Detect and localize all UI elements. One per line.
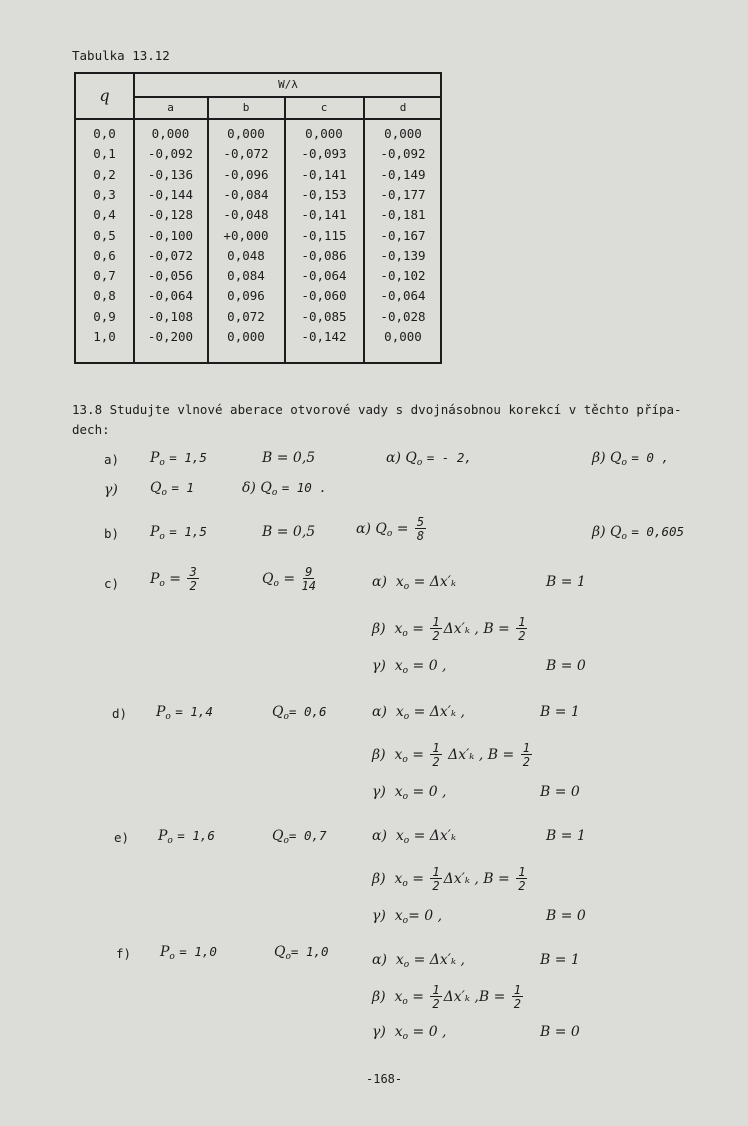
part-f-beta-b-den: 2 xyxy=(513,997,522,1011)
part-e-beta-fraction xyxy=(430,866,441,892)
part-a-delta: δ) $Q_o = 10$ . xyxy=(242,480,327,498)
part-f-alpha-x: = Δx′ₖ , xyxy=(413,952,465,968)
part-d-alpha-x: = Δx′ₖ , xyxy=(413,704,465,720)
table-cell-b: 0,000 xyxy=(227,329,265,344)
part-b-alpha-den: 8 xyxy=(416,529,425,543)
table-cell-b: 0,000 xyxy=(227,126,265,141)
table-cell-a: -0,092 xyxy=(147,146,194,162)
part-f-q0: $Q_o= 1,0$ xyxy=(274,944,329,962)
part-a-gamma-value: = 1 xyxy=(171,480,194,495)
part-a-alpha: α) $Q_o$ = - 2, xyxy=(386,450,472,468)
group-header: W/λ xyxy=(278,78,298,91)
part-b-alpha-fraction xyxy=(415,516,426,542)
part-a-p0: $P_o = 1,5$ xyxy=(150,450,207,468)
table-cell-a: 0,000 xyxy=(151,126,190,141)
part-e-gamma: γ) $x_o= 0$ , xyxy=(372,908,443,926)
q-value-cell: 0,0 xyxy=(93,126,116,141)
part-f-beta-b: ,B = xyxy=(474,989,506,1005)
part-c-beta-label: β) xyxy=(372,621,386,637)
part-b-label: b) xyxy=(104,526,120,541)
part-f-q0-value: = 1,0 xyxy=(290,944,329,959)
part-a-beta: β) $Q_o = 0$ , xyxy=(592,450,670,468)
part-c-alpha-b: B = 1 xyxy=(546,574,586,590)
part-e-alpha-b: B = 1 xyxy=(546,828,586,844)
part-c-beta-fraction xyxy=(430,616,441,642)
table-cell-c: -0,093 xyxy=(301,146,347,162)
part-b-p0: $P_o = 1,5$ xyxy=(150,524,207,542)
part-b-alpha: α) $Q_o$ = $\frac{5}{8}$ xyxy=(356,515,425,543)
part-a-label: a) xyxy=(104,452,120,467)
table-cell-a: -0,108 xyxy=(147,308,194,324)
part-f-gamma-label: γ) xyxy=(372,1024,386,1040)
part-d-beta-b-num: 1 xyxy=(522,741,530,755)
part-d-beta-num: 1 xyxy=(432,741,440,755)
table-cell-b: -0,048 xyxy=(223,207,269,223)
part-e-beta: β) $x_o$ = $\frac{1}{2}$ Δx′ₖ , B = $\frac{1}{2}$ xyxy=(372,865,526,893)
part-e-alpha-x: = Δx′ₖ xyxy=(413,828,457,844)
table-cell-a: -0,144 xyxy=(147,186,194,202)
part-c-beta-b-fraction xyxy=(516,616,527,642)
part-d-alpha-b: B = 1 xyxy=(540,704,580,720)
part-e-label: e) xyxy=(114,830,130,845)
part-c-gamma-b: B = 0 xyxy=(546,658,586,674)
part-e-beta-b-den: 2 xyxy=(518,879,526,893)
table-cell-d: -0,167 xyxy=(380,227,426,243)
part-f-beta-label: β) xyxy=(372,989,386,1005)
part-d-gamma: γ) $x_o = 0$ , xyxy=(372,784,447,802)
part-e-q0: $Q_o= 0,7$ xyxy=(272,828,327,846)
part-f-beta-fraction xyxy=(430,984,441,1010)
part-e-beta-den: 2 xyxy=(432,879,440,893)
part-d-beta-den: 2 xyxy=(432,755,440,769)
header-bottom-rule xyxy=(76,118,440,120)
table-cell-b: -0,096 xyxy=(223,166,269,182)
table-cell-a: -0,064 xyxy=(147,288,194,304)
part-e-alpha-label: α) xyxy=(372,828,387,844)
table-cell-d: 0,000 xyxy=(384,126,422,141)
part-f-p0-value: = 1,0 xyxy=(179,944,217,959)
part-d-beta: β) $x_o$ = $\frac{1}{2}$ Δx′ₖ , B = $\frac{1}{2}$ xyxy=(372,741,530,769)
part-f-alpha-label: α) xyxy=(372,952,387,968)
column-header-a: a xyxy=(167,101,174,114)
table-cell-c: -0,141 xyxy=(301,207,347,223)
part-f-beta: β) $x_o$ = $\frac{1}{2}$ Δx′ₖ ,B = $\frac{1}{2}$ xyxy=(372,983,522,1011)
part-d-q0: $Q_o= 0,6$ xyxy=(272,704,327,722)
part-c-beta-b-num: 1 xyxy=(518,615,526,629)
table-cell-c: -0,060 xyxy=(301,288,347,304)
part-f-beta-b-fraction xyxy=(512,984,523,1010)
part-c-beta-x: Δx′ₖ , xyxy=(443,621,479,637)
part-e-p0: $P_o = 1,6$ xyxy=(158,828,215,846)
part-a-b: B = 0,5 xyxy=(262,450,316,466)
part-f-label: f) xyxy=(116,946,132,961)
part-c-beta-num: 1 xyxy=(432,615,440,629)
q-value-cell: 0,8 xyxy=(93,288,116,304)
part-a-p0-value: = 1,5 xyxy=(169,450,207,465)
table-cell-d: -0,177 xyxy=(380,186,426,202)
table-cell-a: -0,136 xyxy=(147,166,194,182)
part-d-beta-fraction xyxy=(430,742,441,768)
table-cell-a: -0,128 xyxy=(147,207,194,223)
q-value-cell: 0,3 xyxy=(93,186,116,202)
q-value-cell: 0,7 xyxy=(93,268,116,284)
part-d-gamma-x: = 0 , xyxy=(412,784,447,800)
part-f-alpha: α) $x_o = \Delta x'_k$ , xyxy=(372,952,465,970)
part-c-gamma: γ) $x_o = 0$ , xyxy=(372,658,447,676)
part-b-beta-value: = 0,605 xyxy=(631,524,685,539)
part-f-gamma-x: = 0 , xyxy=(412,1024,447,1040)
q-value-cell: 0,5 xyxy=(93,227,116,243)
exercise-text-line-2: dech: xyxy=(72,422,110,437)
part-e-beta-b: , B = xyxy=(474,871,510,887)
table-cell-c: -0,115 xyxy=(301,227,347,243)
column-header-c: c xyxy=(320,101,328,114)
part-d-p0: $P_o = 1,4$ xyxy=(156,704,213,722)
part-b-beta-label: β) xyxy=(592,524,606,540)
part-c-q0: $Q_o$ = $\frac{9}{14}$ xyxy=(262,565,316,593)
table-cell-d: -0,181 xyxy=(380,207,426,223)
table-cell-d: -0,092 xyxy=(380,146,426,162)
table-cell-d: -0,102 xyxy=(380,268,426,284)
column-header-b: b xyxy=(242,101,250,114)
q-value-cell: 0,6 xyxy=(93,247,116,263)
part-a-delta-value: = 10 . xyxy=(281,480,327,495)
table-caption: Tabulka 13.12 xyxy=(72,48,170,63)
header-divider xyxy=(134,96,440,98)
part-f-alpha-b: B = 1 xyxy=(540,952,580,968)
part-d-p0-value: = 1,4 xyxy=(175,704,213,719)
table-cell-a: -0,100 xyxy=(147,227,194,243)
part-a-beta-value: = 0 , xyxy=(631,450,670,465)
part-e-beta-b-fraction xyxy=(516,866,527,892)
table-cell-d: -0,139 xyxy=(380,247,426,263)
part-f-gamma: γ) $x_o = 0$ , xyxy=(372,1024,447,1042)
table-cell-b: -0,072 xyxy=(223,146,269,162)
table-cell-a: -0,200 xyxy=(147,329,194,344)
table-cell-c: -0,064 xyxy=(301,268,347,284)
part-d-beta-b-den: 2 xyxy=(522,755,530,769)
part-a-alpha-value: = - 2, xyxy=(426,450,472,465)
part-f-gamma-b: B = 0 xyxy=(540,1024,580,1040)
q-column-header: q xyxy=(99,86,110,105)
q-value-cell: 0,4 xyxy=(93,207,116,223)
part-c-p0-den: 2 xyxy=(189,579,197,593)
table-cell-c: -0,142 xyxy=(301,329,347,344)
table-cell-c: -0,086 xyxy=(301,247,347,263)
table-cell-a: -0,072 xyxy=(147,247,194,263)
part-a-gamma: $Q_o = 1$ xyxy=(150,480,194,498)
q-value-cell: 1,0 xyxy=(93,329,116,344)
part-d-gamma-b: B = 0 xyxy=(540,784,580,800)
part-e-beta-b-num: 1 xyxy=(518,865,526,879)
part-a-gamma-label: γ) xyxy=(104,482,118,498)
part-c-alpha: α) $x_o = \Delta x'_k$ xyxy=(372,574,457,592)
part-e-q0-value: = 0,7 xyxy=(288,828,327,843)
part-d-gamma-label: γ) xyxy=(372,784,386,800)
part-c-alpha-label: α) xyxy=(372,574,387,590)
part-c-p0-fraction xyxy=(187,566,198,592)
part-d-label: d) xyxy=(112,706,128,721)
part-c-p0: $P_o$ = $\frac{3}{2}$ xyxy=(150,565,197,593)
part-f-beta-den: 2 xyxy=(432,997,440,1011)
part-d-q0-value: = 0,6 xyxy=(288,704,327,719)
part-c-beta: β) $x_o$ = $\frac{1}{2}$ Δx′ₖ , B = $\frac{1}{2}$ xyxy=(372,615,526,643)
table-cell-b: 0,048 xyxy=(227,247,265,263)
part-f-beta-b-num: 1 xyxy=(513,983,522,997)
table-cell-b: 0,096 xyxy=(227,288,265,304)
table-cell-a: -0,056 xyxy=(147,268,194,284)
q-value-cell: 0,9 xyxy=(93,308,116,324)
table-cell-c: -0,085 xyxy=(301,308,347,324)
table-cell-b: 0,072 xyxy=(227,308,265,324)
part-c-q0-fraction xyxy=(302,566,316,592)
part-c-p0-num: 3 xyxy=(189,565,197,579)
part-c-beta-b-den: 2 xyxy=(518,629,526,643)
part-a-delta-label: δ) xyxy=(242,480,256,496)
part-e-alpha: α) $x_o = \Delta x'_k$ xyxy=(372,828,457,846)
part-f-beta-num: 1 xyxy=(432,983,440,997)
table-cell-c: 0,000 xyxy=(305,126,343,141)
table-cell-c: -0,141 xyxy=(301,166,347,182)
part-d-beta-b: , B = xyxy=(478,747,515,763)
part-f-p0: $P_o = 1,0$ xyxy=(160,944,217,962)
part-e-beta-num: 1 xyxy=(432,865,440,879)
data-table xyxy=(74,72,442,364)
part-a-alpha-label: α) xyxy=(386,450,401,466)
part-e-gamma-label: γ) xyxy=(372,908,386,924)
part-c-gamma-label: γ) xyxy=(372,658,386,674)
part-c-q0-den: 14 xyxy=(301,579,316,593)
q-value-cell: 0,2 xyxy=(93,166,116,182)
part-c-beta-b: B = xyxy=(483,621,510,637)
table-cell-b: 0,084 xyxy=(227,268,265,284)
part-e-gamma-b: B = 0 xyxy=(546,908,586,924)
table-cell-d: -0,064 xyxy=(380,288,426,304)
column-header-d: d xyxy=(399,101,407,114)
part-b-alpha-label: α) xyxy=(356,521,371,537)
part-d-beta-b-fraction xyxy=(521,742,532,768)
part-e-p0-value: = 1,6 xyxy=(177,828,215,843)
part-d-alpha-label: α) xyxy=(372,704,387,720)
part-e-beta-x: Δx′ₖ xyxy=(443,871,470,887)
part-a-beta-label: β) xyxy=(592,450,606,466)
table-cell-d: -0,149 xyxy=(380,166,426,182)
table-cell-d: 0,000 xyxy=(384,329,422,344)
table-cell-b: -0,084 xyxy=(223,186,269,202)
exercise-text-line-1: 13.8 Studujte vlnové aberace otvorové vady s dvojnásobnou korekcí v těchto přípa- xyxy=(72,402,682,417)
table-cell-b: +0,000 xyxy=(223,227,269,243)
page-number: -168- xyxy=(366,1072,403,1086)
part-d-alpha: α) $x_o = \Delta x'_k$ , xyxy=(372,704,465,722)
part-b-alpha-num: 5 xyxy=(416,515,425,529)
part-b-beta: β) $Q_o = 0,605$ xyxy=(592,524,685,542)
part-f-beta-x: Δx′ₖ xyxy=(443,989,470,1005)
part-b-b: B = 0,5 xyxy=(262,524,316,540)
part-c-beta-den: 2 xyxy=(432,629,440,643)
part-d-beta-label: β) xyxy=(372,747,386,763)
part-c-alpha-x: = Δx′ₖ xyxy=(413,574,457,590)
table-cell-d: -0,028 xyxy=(380,308,426,324)
table-cell-c: -0,153 xyxy=(301,186,347,202)
part-c-gamma-x: = 0 , xyxy=(412,658,447,674)
part-c-label: c) xyxy=(104,576,120,591)
part-c-q0-num: 9 xyxy=(305,565,313,579)
part-b-p0-value: = 1,5 xyxy=(169,524,207,539)
part-e-beta-label: β) xyxy=(372,871,386,887)
part-d-beta-x: Δx′ₖ xyxy=(448,747,475,763)
part-e-gamma-x: = 0 , xyxy=(408,908,443,924)
q-value-cell: 0,1 xyxy=(93,146,116,162)
